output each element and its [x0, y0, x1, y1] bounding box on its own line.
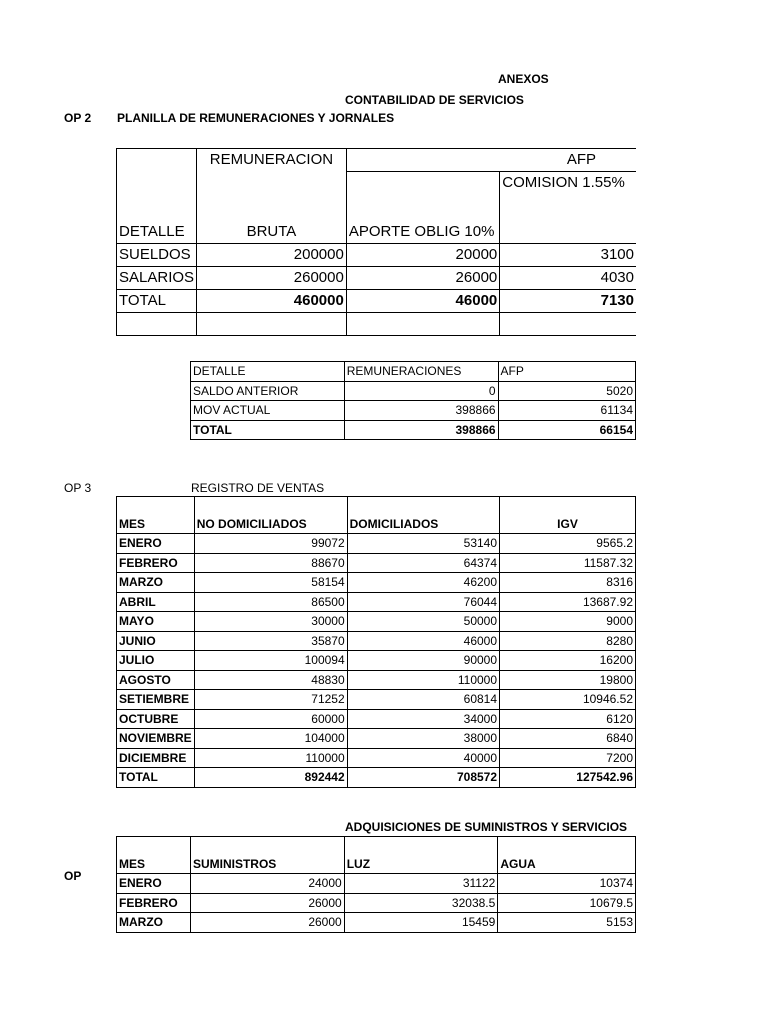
row-month: MARZO — [117, 913, 191, 933]
table-row — [117, 893, 636, 913]
table-row — [117, 267, 637, 290]
planilla-table — [116, 148, 636, 336]
row-month: ENERO — [117, 874, 191, 894]
row-value: 32038.5 — [344, 893, 498, 913]
row-value: 26000 — [190, 913, 344, 933]
table-row — [117, 553, 636, 573]
op4-label: OP — [64, 869, 82, 883]
row-value: 90000 — [347, 651, 499, 671]
summary-cell: 5020 — [498, 381, 635, 401]
row-month: TOTAL — [117, 768, 195, 788]
row-bruta: 260000 — [197, 267, 347, 290]
row-detalle: SALARIOS — [117, 267, 197, 290]
adquisiciones-table — [116, 836, 636, 933]
op2-title: PLANILLA DE REMUNERACIONES Y JORNALES — [117, 111, 395, 125]
row-value: 11587.32 — [500, 553, 636, 573]
row-value: 8280 — [500, 631, 636, 651]
adq-header-luz: LUZ — [344, 837, 498, 874]
row-detalle: SUELDOS — [117, 244, 197, 267]
summary-cell: 61134 — [498, 401, 635, 421]
afp-header-label: AFP — [566, 151, 596, 168]
row-value: 40000 — [347, 748, 499, 768]
ventas-header-no-domiciliados: NO DOMICILIADOS — [194, 497, 347, 534]
row-value: 13687.92 — [500, 592, 636, 612]
table-row-total — [117, 290, 637, 313]
row-month: SETIEMBRE — [117, 690, 195, 710]
table-row — [117, 534, 636, 554]
row-value: 64374 — [347, 553, 499, 573]
row-value: 10374 — [498, 874, 636, 894]
row-value: 34000 — [347, 709, 499, 729]
summary-cell: TOTAL — [191, 420, 345, 440]
table-row-total — [191, 420, 636, 440]
row-value: 6840 — [500, 729, 636, 749]
row-value: 708572 — [347, 768, 499, 788]
row-aporte: 20000 — [346, 244, 499, 267]
table-row — [117, 631, 636, 651]
table-row — [191, 381, 636, 401]
comision-header: COMISION 1.55% — [500, 172, 636, 195]
row-value: 46200 — [347, 573, 499, 593]
ventas-header-mes: MES — [117, 497, 195, 534]
row-value: 76044 — [347, 592, 499, 612]
row-value: 24000 — [190, 874, 344, 894]
row-month: JULIO — [117, 651, 195, 671]
row-value: 31122 — [344, 874, 498, 894]
row-month: ENERO — [117, 534, 195, 554]
empty-cell — [117, 313, 197, 336]
row-value: 104000 — [194, 729, 347, 749]
remuneracion-header: REMUNERACION — [197, 149, 347, 172]
row-value: 58154 — [194, 573, 347, 593]
table-row — [117, 612, 636, 632]
row-aporte: 26000 — [346, 267, 499, 290]
empty-cell — [346, 313, 499, 336]
row-value: 50000 — [347, 612, 499, 632]
row-month: ABRIL — [117, 592, 195, 612]
ventas-table — [116, 496, 636, 788]
table-row — [117, 651, 636, 671]
row-month: MAYO — [117, 612, 195, 632]
table-row — [117, 913, 636, 933]
row-value: 110000 — [347, 670, 499, 690]
adq-header-mes: MES — [117, 837, 191, 874]
summary-header-detalle: DETALLE — [191, 362, 345, 382]
table-row — [117, 670, 636, 690]
row-value: 86500 — [194, 592, 347, 612]
row-value: 127542.96 — [500, 768, 636, 788]
op3-label: OP 3 — [64, 481, 92, 495]
row-value: 38000 — [347, 729, 499, 749]
row-value: 35870 — [194, 631, 347, 651]
row-comision: 4030 — [500, 267, 636, 290]
row-value: 6120 — [500, 709, 636, 729]
row-month: OCTUBRE — [117, 709, 195, 729]
adq-header-suministros: SUMINISTROS — [190, 837, 344, 874]
summary-cell: 398866 — [344, 420, 498, 440]
adq-body — [117, 874, 636, 933]
total-bruta: 460000 — [197, 290, 347, 313]
op4-title: ADQUISICIONES DE SUMINISTROS Y SERVICIOS — [345, 820, 628, 834]
table-row — [191, 401, 636, 421]
table-row — [117, 729, 636, 749]
row-value: 26000 — [190, 893, 344, 913]
row-month: DICIEMBRE — [117, 748, 195, 768]
row-value: 5153 — [498, 913, 636, 933]
summary-cell: 0 — [344, 381, 498, 401]
row-value: 10946.52 — [500, 690, 636, 710]
empty-cell — [500, 313, 636, 336]
summary-cell: 398866 — [344, 401, 498, 421]
table-row — [117, 709, 636, 729]
row-value: 9565.2 — [500, 534, 636, 554]
row-month: FEBRERO — [117, 553, 195, 573]
anexos-heading: ANEXOS — [498, 72, 549, 86]
row-value: 16200 — [500, 651, 636, 671]
row-value: 9000 — [500, 612, 636, 632]
table-row — [117, 768, 636, 788]
table-row — [117, 690, 636, 710]
op3-title: REGISTRO DE VENTAS — [191, 481, 325, 495]
row-value: 60814 — [347, 690, 499, 710]
total-aporte: 46000 — [346, 290, 499, 313]
row-month: JUNIO — [117, 631, 195, 651]
row-month: NOVIEMBRE — [117, 729, 195, 749]
total-label: TOTAL — [117, 290, 197, 313]
row-value: 99072 — [194, 534, 347, 554]
ventas-body — [117, 534, 636, 788]
summary-header-remuneraciones: REMUNERACIONES — [344, 362, 498, 382]
total-comision: 7130 — [500, 290, 636, 313]
aporte-header: APORTE OBLIG 10% — [346, 172, 499, 244]
row-value: 53140 — [347, 534, 499, 554]
table-row — [117, 592, 636, 612]
row-comision: 3100 — [500, 244, 636, 267]
table-row — [117, 573, 636, 593]
row-value: 30000 — [194, 612, 347, 632]
row-value: 88670 — [194, 553, 347, 573]
row-value: 10679.5 — [498, 893, 636, 913]
summary-table — [190, 361, 636, 440]
ventas-header-igv: IGV — [500, 497, 636, 534]
table-row — [117, 874, 636, 894]
afp-header — [346, 149, 636, 172]
document-subtitle: CONTABILIDAD DE SERVICIOS — [345, 93, 524, 107]
summary-cell: SALDO ANTERIOR — [191, 381, 345, 401]
adq-header-agua: AGUA — [498, 837, 636, 874]
row-value: 15459 — [344, 913, 498, 933]
row-value: 8316 — [500, 573, 636, 593]
bruta-header: BRUTA — [197, 172, 347, 244]
summary-cell: MOV ACTUAL — [191, 401, 345, 421]
row-value: 60000 — [194, 709, 347, 729]
row-month: MARZO — [117, 573, 195, 593]
row-value: 48830 — [194, 670, 347, 690]
table-row-empty — [117, 313, 637, 336]
row-value: 100094 — [194, 651, 347, 671]
row-value: 110000 — [194, 748, 347, 768]
detalle-header: DETALLE — [117, 172, 197, 244]
op2-label: OP 2 — [64, 111, 92, 125]
ventas-header-domiciliados: DOMICILIADOS — [347, 497, 499, 534]
table-row — [117, 244, 637, 267]
row-month: AGOSTO — [117, 670, 195, 690]
comision-header-blank — [500, 194, 636, 244]
row-value: 19800 — [500, 670, 636, 690]
row-value: 7200 — [500, 748, 636, 768]
row-value: 892442 — [194, 768, 347, 788]
summary-cell: 66154 — [498, 420, 635, 440]
row-value: 71252 — [194, 690, 347, 710]
row-bruta: 200000 — [197, 244, 347, 267]
planilla-header-blank — [117, 149, 197, 172]
row-month: FEBRERO — [117, 893, 191, 913]
empty-cell — [197, 313, 347, 336]
summary-header-afp: AFP — [498, 362, 635, 382]
table-row — [117, 748, 636, 768]
row-value: 46000 — [347, 631, 499, 651]
